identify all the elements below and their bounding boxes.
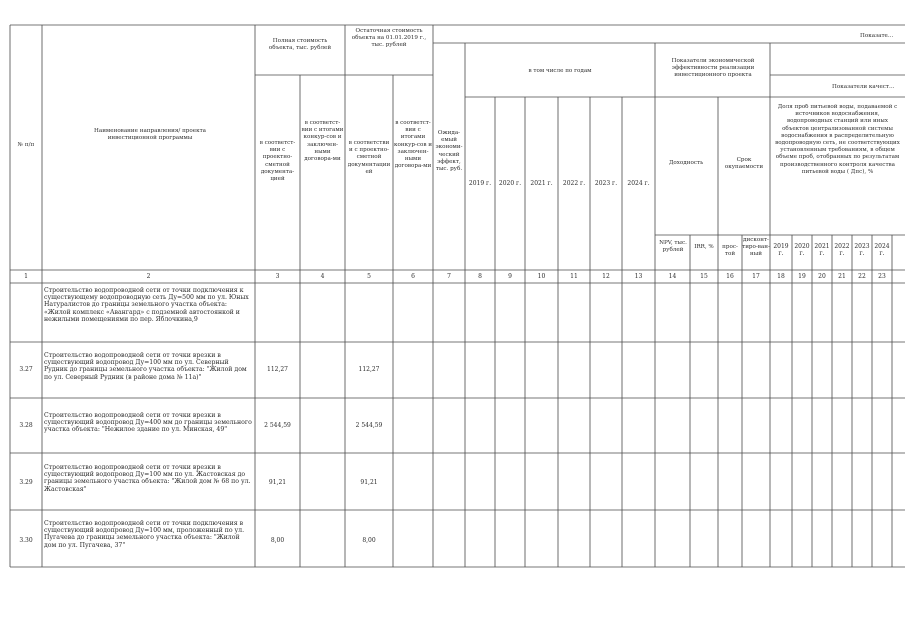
colnum-20: 20	[818, 273, 826, 280]
row-4-c5: 8,00	[362, 537, 376, 544]
row-1-name: Строительство водопроводной сети от точки врезки в существующий водопровод Ду=100 мм по ул. Северный Рудник до границы земельного участка объекта: "Жилой дом по ул. Северный Рудник (в районе дома № 11а)"	[44, 352, 247, 381]
row-3-c5: 91,21	[360, 479, 378, 486]
colnum-12: 12	[602, 273, 610, 280]
colnum-14: 14	[668, 273, 677, 280]
q-year-2024: 2024 г.	[874, 243, 890, 258]
year-2021: 2021 г.	[530, 180, 553, 187]
q-year-2021: 2021 г.	[814, 243, 830, 258]
colnum-23: 23	[878, 273, 886, 280]
header-yield: Доходность	[668, 160, 704, 166]
colnum-9: 9	[508, 273, 512, 280]
year-2022: 2022 г.	[562, 180, 586, 187]
colnum-7: 7	[447, 273, 451, 280]
colnum-2: 2	[146, 273, 151, 280]
q-year-2022: 2022 г.	[834, 243, 850, 258]
q-year-2020: 2020 г.	[794, 243, 810, 258]
header-expected-effect: Ожида-емый экономи-ческий эффект, тыс. руб.	[435, 130, 463, 173]
header-design-estimate-b: в соответстви и с проектно-сметной документации ей	[347, 140, 391, 175]
header-num: № п/п	[17, 142, 35, 148]
header-discounted: дисконт-тиро-ван-ный	[742, 237, 770, 258]
header-irr: IRR, %	[694, 244, 714, 250]
row-4-c3: 8,00	[270, 537, 285, 544]
row-1-c5: 112,27	[358, 366, 380, 373]
year-2024: 2024 г.	[627, 180, 650, 187]
header-water-share: Доля проб питьевой воды, подаваемой с источников водоснабжения, водопроводных станций или иных объектов централизованной системы водоснабжения в распределительную водопроводную сеть, не соответствующих установленным требованиям, в общем объеме проб, отобранных по результатам производственного контроля качества питьевой воды ( Дпс), %	[775, 104, 900, 175]
header-quality: Показатели качест…	[832, 84, 895, 90]
colnum-21: 21	[838, 273, 846, 280]
row-3-c3: 91,21	[268, 479, 287, 486]
header-design-estimate: в соответст-вии с проектно-сметной документа-цией	[259, 140, 296, 183]
colnum-15: 15	[700, 273, 708, 280]
colnum-13: 13	[634, 273, 643, 280]
colnum-16: 16	[726, 273, 734, 280]
row-3-name: Строительство водопроводной сети от точки врезки в существующий водопровод Ду=100 мм по ул. Жастовская до границы земельного участка объекта: "Жилой дом № 68 по ул. Жастовская"	[44, 464, 251, 493]
row-3-num: 3.29	[19, 479, 33, 486]
year-2020: 2020 г.	[498, 180, 522, 187]
row-1-c3: 112,27	[267, 366, 288, 373]
header-by-years: в том числе по годам	[528, 68, 592, 74]
colnum-22: 22	[858, 273, 866, 280]
header-econ-eff: Показатели экономической эффективности реализации инвестиционного проекта	[671, 58, 755, 79]
colnum-19: 19	[798, 273, 806, 280]
colnum-3: 3	[275, 273, 280, 280]
colnum-4: 4	[320, 273, 325, 280]
row-4-num: 3.30	[19, 537, 33, 544]
year-2019: 2019 г.	[468, 180, 492, 187]
colnum-8: 8	[478, 273, 482, 280]
header-payback: Срок окупаемости	[724, 157, 764, 171]
colnum-5: 5	[367, 273, 371, 280]
colnum-17: 17	[752, 273, 760, 280]
header-indicators: Показате…	[860, 33, 894, 39]
row-4-name: Строительство водопроводной сети от точки подключения в существующий водопровод Ду=100 мм, проложенный по ул. Пугачева до границы земельного участка объекта: "Жилой дом по ул. Пугачева, 37"	[44, 520, 245, 549]
colnum-10: 10	[537, 273, 546, 280]
row-2-c5: 2 544,59	[355, 422, 383, 429]
header-tender-result-b: в соответст-вии с итогами конкур-сов и заключен-ными договора-ми	[394, 120, 432, 170]
header-full-cost: Полная стоимость объекта, тыс. рублей	[268, 38, 332, 52]
row-2-c3: 2 544,59	[264, 422, 291, 429]
colnum-18: 18	[777, 273, 785, 280]
header-npv: NPV, тыс. рублей	[659, 240, 687, 254]
colnum-1: 1	[24, 273, 28, 280]
year-2023: 2023 г.	[594, 180, 618, 187]
header-residual-cost: Остаточная стоимость объекта на 01.01.2019 г., тыс. рублей	[351, 28, 427, 49]
row-2-num: 3.28	[19, 422, 33, 429]
row-0-name: Строительство водопроводной сети от точки подключения к существующему водопроводную сеть Ду=500 мм по ул. Юных Натуралистов до границы земельного участка объекта: «Жилой комплекс «Авангард» с подземной автостоянкой и нежилыми помещениями по пер. Яблочкина,9	[44, 287, 249, 323]
q-year-2023: 2023 г.	[854, 243, 870, 258]
header-simple: прос-той	[722, 244, 738, 258]
colnum-11: 11	[570, 273, 578, 280]
header-tender-result: в соответст-вии с итогами конкур-сов и заключен-ными договора-ми	[301, 120, 344, 163]
colnum-6: 6	[411, 273, 415, 280]
row-2-name: Строительство водопроводной сети от точки врезки в существующий водопровод Ду=400 мм до границы земельного участка объекта: "Нежилое здание по ул. Минская, 49"	[44, 412, 252, 434]
q-year-2019: 2019 г.	[773, 243, 789, 258]
header-name: Наименование направления/ проекта инвестиционной программы	[93, 128, 206, 142]
row-1-num: 3.27	[19, 366, 33, 373]
